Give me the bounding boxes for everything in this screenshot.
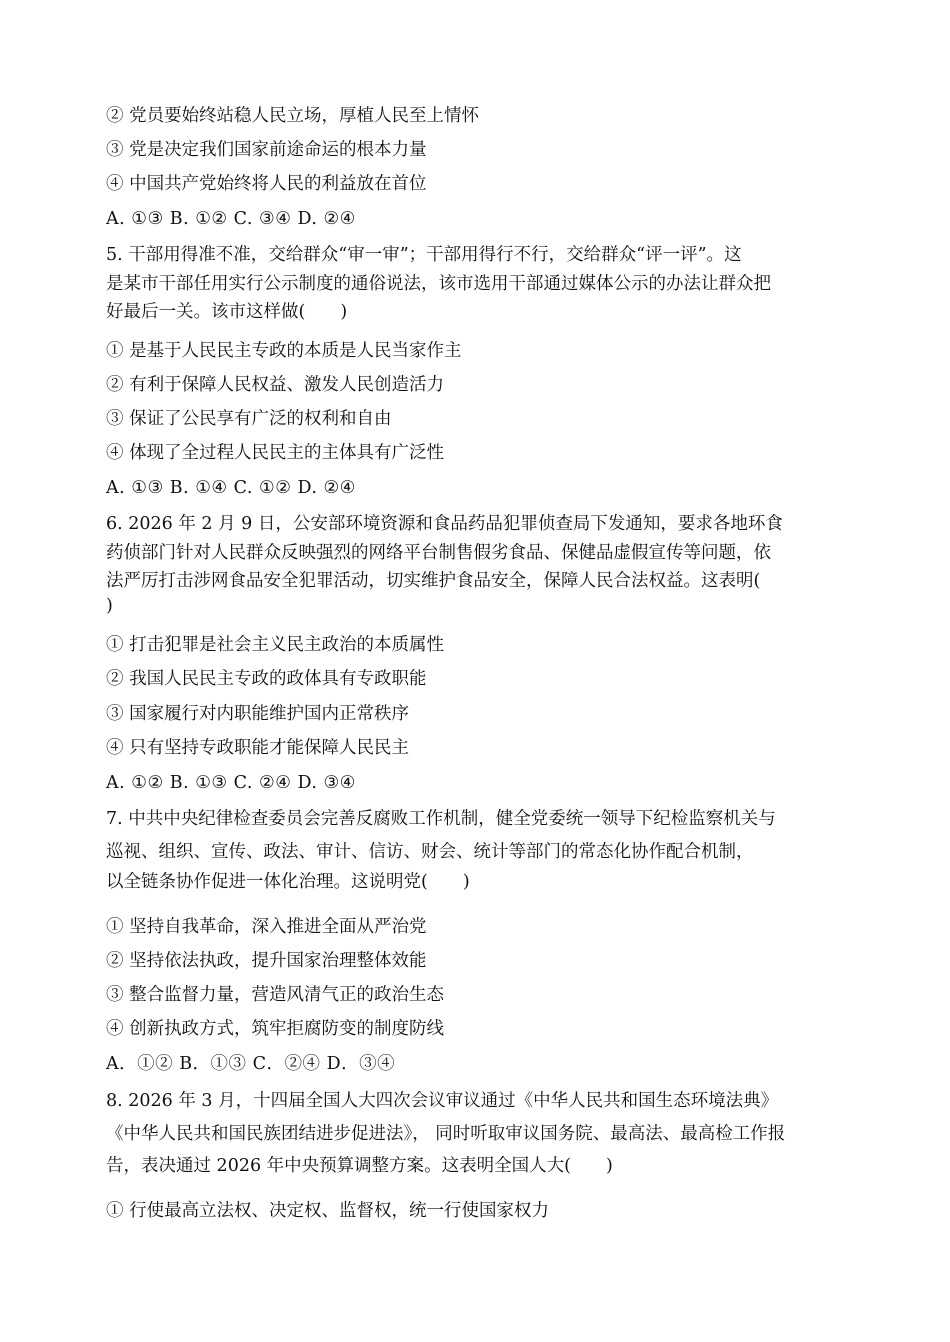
q6-stem-line-3: 法严厉打击涉网食品安全犯罪活动，切实维护食品安全，保障人民合法权益。这表明( — [106, 571, 761, 591]
q8-option-1: ① 行使最高立法权、决定权、监督权，统一行使国家权力 — [106, 1201, 550, 1221]
q6-option-4: ④ 只有坚持专政职能才能保障人民民主 — [106, 738, 410, 758]
q5-option-2: ② 有利于保障人民权益、激发人民创造活力 — [106, 375, 445, 395]
q7-answer-choices: A．①② B．①③ C．②④ D．③④ — [106, 1054, 396, 1074]
q8-stem-line-1: 8. 2026 年 3 月，十四届全国人大四次会议审议通过《中华人民共和国生态环境法典》 — [106, 1091, 779, 1111]
q6-stem-line-4: ) — [106, 596, 113, 616]
q7-stem-line-2: 巡视、组织、宣传、政法、审计、信访、财会、统计等部门的常态化协作配合机制， — [106, 842, 754, 862]
q6-stem-line-1: 6. 2026 年 2 月 9 日，公安部环境资源和食品药品犯罪侦查局下发通知，要求各地环食 — [106, 514, 783, 534]
q5-stem-line-3: 好最后一关。该市这样做( ) — [106, 302, 348, 322]
q4-answer-choices: A. ①③ B. ①② C. ③④ D. ②④ — [106, 209, 356, 229]
q7-option-4: ④ 创新执政方式，筑牢拒腐防变的制度防线 — [106, 1019, 445, 1039]
q6-stem-line-2: 药侦部门针对人民群众反映强烈的网络平台制售假劣食品、保健品虚假宣传等问题，依 — [106, 543, 771, 563]
q7-option-1: ① 坚持自我革命，深入推进全面从严治党 — [106, 917, 427, 937]
q4-option-2: ② 党员要始终站稳人民立场，厚植人民至上情怀 — [106, 106, 480, 126]
q7-stem-line-1: 7. 中共中央纪律检查委员会完善反腐败工作机制，健全党委统一领导下纪检监察机关与 — [106, 809, 776, 829]
q8-stem-line-3: 告，表决通过 2026 年中央预算调整方案。这表明全国人大( ) — [106, 1156, 613, 1176]
q7-stem-line-3: 以全链条协作促进一体化治理。这说明党( ) — [106, 872, 470, 892]
q5-option-3: ③ 保证了公民享有广泛的权利和自由 — [106, 409, 392, 429]
q5-stem-line-2: 是某市干部任用实行公示制度的通俗说法，该市选用干部通过媒体公示的办法让群众把 — [106, 274, 771, 294]
q5-stem-line-1: 5. 干部用得准不准，交给群众“审一审”；干部用得行不行，交给群众“评一评”。这 — [106, 245, 742, 265]
q4-option-3: ③ 党是决定我们国家前途命运的根本力量 — [106, 140, 427, 160]
q4-option-4: ④ 中国共产党始终将人民的利益放在首位 — [106, 174, 427, 194]
q6-option-3: ③ 国家履行对内职能维护国内正常秩序 — [106, 704, 410, 724]
q5-answer-choices: A. ①③ B. ①④ C. ①② D. ②④ — [106, 478, 356, 498]
q6-answer-choices: A. ①② B. ①③ C. ②④ D. ③④ — [106, 773, 356, 793]
q6-option-2: ② 我国人民民主专政的政体具有专政职能 — [106, 669, 427, 689]
q5-option-4: ④ 体现了全过程人民民主的主体具有广泛性 — [106, 443, 445, 463]
q5-option-1: ① 是基于人民民主专政的本质是人民当家作主 — [106, 341, 462, 361]
q6-option-1: ① 打击犯罪是社会主义民主政治的本质属性 — [106, 635, 445, 655]
q8-stem-line-2: 《中华人民共和国民族团结进步促进法》， 同时听取审议国务院、最高法、最高检工作报 — [106, 1124, 786, 1144]
q7-option-2: ② 坚持依法执政，提升国家治理整体效能 — [106, 951, 427, 971]
q7-option-3: ③ 整合监督力量，营造风清气正的政治生态 — [106, 985, 445, 1005]
